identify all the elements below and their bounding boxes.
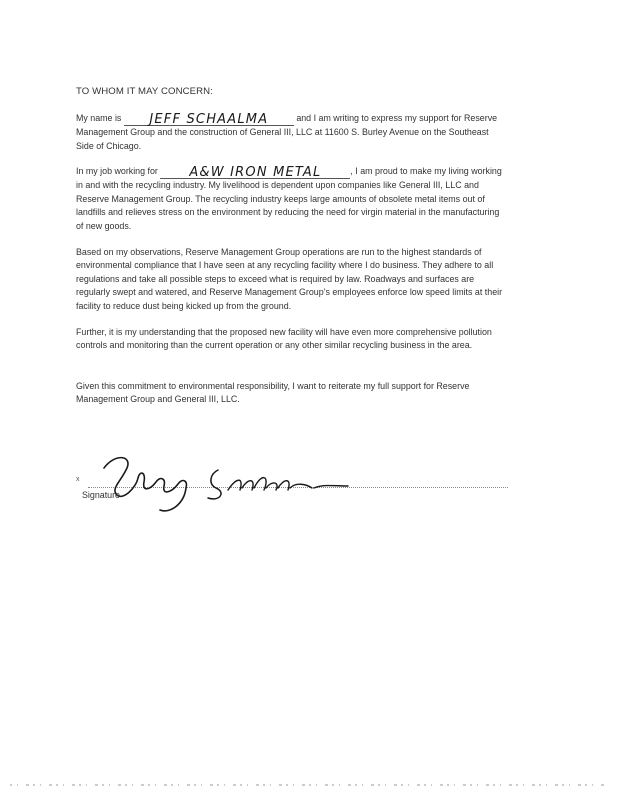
scan-artifact-line — [0, 782, 618, 788]
intro-text-before-name: My name is — [76, 113, 122, 123]
employer-field — [160, 164, 350, 179]
handwritten-employer: A&W IRON METAL — [189, 165, 322, 180]
paragraph-proposed-facility: Further, it is my understanding that the proposed new facility will have even more comprehensive pollution controls and monitoring than the current operation or any other similar recycling business in the area. — [76, 327, 492, 351]
signature-label: Signature — [82, 490, 120, 500]
signature-x-mark: x — [76, 476, 80, 483]
paragraph-employment — [76, 164, 508, 233]
name-field — [124, 111, 294, 126]
letter-greeting: TO WHOM IT MAY CONCERN: — [76, 86, 213, 97]
paragraph-closing: Given this commitment to environmental responsibility, I want to reiterate my full support for Reserve Management Group and General III, LLC. — [76, 381, 470, 405]
employment-text-after-employer: , I am proud to make my living working in and with the recycling industry. My livelihood is dependent upon companies like General III, LLC and Reserve Management Group. The recycling industry keeps large amounts of obsolete metal items out of landfills and relieves stress on the environment by reducing the need for virgin material in the manufacturing of new goods. — [76, 166, 502, 231]
intro-text-after-name: and I am writing to express my support for Reserve Management Group and the construction of General III, LLC at 11600 S. Burley Avenue on the Southeast Side of Chicago. — [76, 113, 498, 151]
paragraph-observations: Based on my observations, Reserve Management Group operations are run to the highest standards of environmental compliance that I have seen at any recycling facility where I do business. They adhere to all regulations and take all possible steps to exceed what is required by law. Roadways and surfaces are regularly swept and watered, and Reserve Management Group’s employees enforce low speed limits at their facility to reduce dust being kicked up from the ground. — [76, 247, 503, 311]
handwritten-name: JEFF SCHAALMA — [149, 112, 269, 127]
handwritten-signature — [86, 448, 366, 518]
paragraph-intro — [76, 111, 508, 153]
employment-text-before-employer: In my job working for — [76, 166, 158, 176]
